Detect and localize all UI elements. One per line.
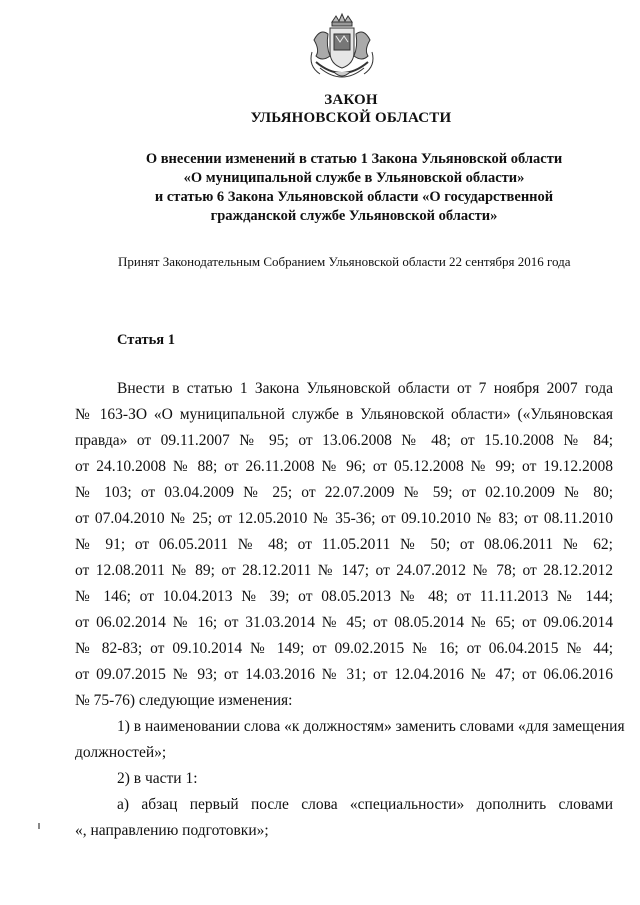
paragraph-line: Внести в статью 1 Закона Ульяновской области от 7 ноября 2007 года bbox=[117, 380, 613, 397]
item-2a-line2: «, направлению подготовки»; bbox=[75, 822, 269, 839]
paragraph-line: № 103; от 03.04.2009 № 25; от 22.07.2009 № 59; от 02.10.2009 № 80; bbox=[75, 484, 613, 501]
paragraph-line: № 163-ЗО «О муниципальной службе в Ульяновской области» («Ульяновская bbox=[75, 406, 613, 423]
law-subtitle-line3: и статью 6 Закона Ульяновской области «О государственной bbox=[154, 189, 554, 205]
paragraph-line: от 07.04.2010 № 25; от 12.05.2010 № 35-36; от 09.10.2010 № 83; от 08.11.2010 bbox=[75, 510, 613, 527]
item-2: 2) в части 1: bbox=[117, 770, 198, 787]
margin-mark bbox=[38, 823, 40, 829]
paragraph-line: от 06.02.2014 № 16; от 31.03.2014 № 45; от 08.05.2014 № 65; от 09.06.2014 bbox=[75, 614, 613, 631]
paragraph-line: № 82-83; от 09.10.2014 № 149; от 09.02.2015 № 16; от 06.04.2015 № 44; bbox=[75, 640, 613, 657]
paragraph-line: правда» от 09.11.2007 № 95; от 13.06.2008 № 48; от 15.10.2008 № 84; bbox=[75, 432, 613, 449]
law-subtitle-line4: гражданской службе Ульяновской области» bbox=[210, 208, 498, 224]
item-2a-line1: а) абзац первый после слова «специальности» дополнить словами bbox=[117, 796, 613, 813]
paragraph-line: от 12.08.2011 № 89; от 28.12.2011 № 147; от 24.07.2012 № 78; от 28.12.2012 bbox=[75, 562, 613, 579]
article-paragraph bbox=[75, 376, 625, 844]
law-subtitle-line2: «О муниципальной службе в Ульяновской области» bbox=[183, 170, 525, 186]
article-heading: Статья 1 bbox=[117, 332, 175, 348]
paragraph-line: от 24.10.2008 № 88; от 26.11.2008 № 96; от 05.12.2008 № 99; от 19.12.2008 bbox=[75, 458, 613, 475]
paragraph-line: № 146; от 10.04.2013 № 39; от 08.05.2013 № 48; от 11.11.2013 № 144; bbox=[75, 588, 613, 605]
adoption-statement: Принят Законодательным Собранием Ульяновской области 22 сентября 2016 года bbox=[118, 254, 571, 269]
law-title-line1: ЗАКОН bbox=[324, 92, 378, 108]
law-title-line2: УЛЬЯНОВСКОЙ ОБЛАСТИ bbox=[250, 110, 452, 126]
law-subtitle-line1: О внесении изменений в статью 1 Закона Ульяновской области bbox=[145, 151, 563, 167]
coat-of-arms-icon bbox=[306, 12, 378, 88]
paragraph-line: № 91; от 06.05.2011 № 48; от 11.05.2011 № 50; от 08.06.2011 № 62; bbox=[75, 536, 613, 553]
item-1-line2: должностей»; bbox=[75, 744, 167, 761]
paragraph-line: от 09.07.2015 № 93; от 14.03.2016 № 31; от 12.04.2016 № 47; от 06.06.2016 bbox=[75, 666, 613, 683]
paragraph-line: № 75-76) следующие изменения: bbox=[75, 692, 293, 709]
item-1-line1: 1) в наименовании слова «к должностям» заменить словами «для замещения bbox=[117, 718, 625, 735]
